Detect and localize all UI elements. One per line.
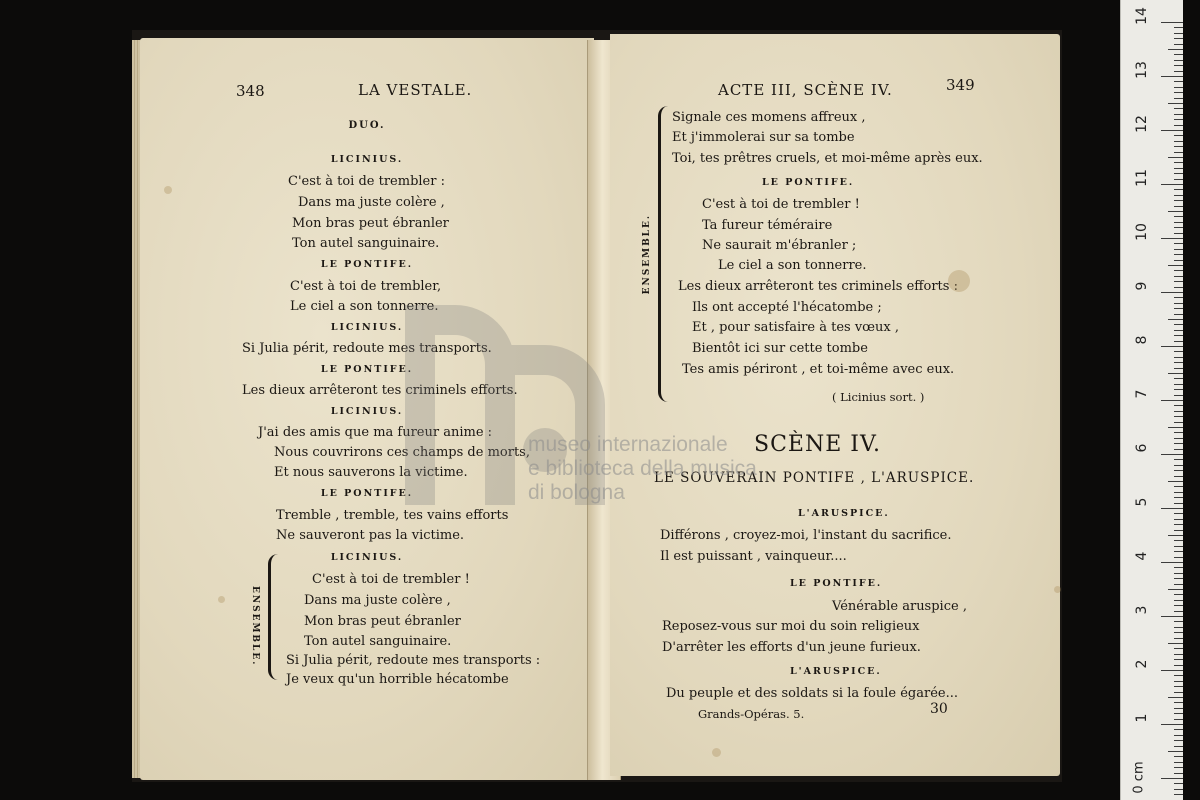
ruler-tick <box>1174 557 1183 558</box>
ruler-tick <box>1161 346 1183 347</box>
ruler-tick <box>1174 681 1183 682</box>
measurement-ruler <box>1120 0 1183 800</box>
ruler-tick <box>1174 44 1183 45</box>
verse-line: Tremble , tremble, tes vains efforts <box>276 508 509 523</box>
verse-line: J'ai des amis que ma fureur anime : <box>258 425 493 440</box>
ruler-number: 9 <box>1134 281 1150 291</box>
ruler-tick <box>1174 216 1183 217</box>
right-running-head: ACTE III, SCÈNE IV. <box>718 81 893 99</box>
verse-line: Ne saurait m'ébranler ; <box>702 238 857 253</box>
ruler-tick <box>1174 621 1183 622</box>
verse-line: D'arrêter les efforts d'un jeune furieux. <box>662 640 921 655</box>
ruler-tick <box>1174 254 1183 255</box>
ruler-tick <box>1174 432 1183 433</box>
ruler-tick <box>1174 135 1183 136</box>
ruler-tick <box>1174 465 1183 466</box>
ruler-tick <box>1174 584 1183 585</box>
ruler-tick <box>1174 200 1183 201</box>
ruler-tick <box>1174 476 1183 477</box>
ruler-tick <box>1168 211 1183 212</box>
ruler-tick <box>1168 481 1183 482</box>
ruler-tick <box>1174 756 1183 757</box>
ruler-tick <box>1174 162 1183 163</box>
ruler-tick <box>1174 470 1183 471</box>
ruler-tick <box>1174 227 1183 228</box>
ruler-tick <box>1174 686 1183 687</box>
ruler-tick <box>1174 195 1183 196</box>
ruler-tick <box>1161 562 1183 563</box>
ruler-tick <box>1174 524 1183 525</box>
right-page <box>610 34 1060 776</box>
verse-line: Mon bras peut ébranler <box>292 216 449 231</box>
verse-line: Et nous sauverons la victime. <box>274 465 468 480</box>
ruler-tick <box>1174 108 1183 109</box>
verse-line: Il est puissant , vainqueur.... <box>660 549 847 564</box>
ruler-tick <box>1174 141 1183 142</box>
verse-line: Vénérable aruspice , <box>832 599 967 614</box>
ruler-tick <box>1174 638 1183 639</box>
ruler-tick <box>1174 260 1183 261</box>
ruler-tick <box>1174 578 1183 579</box>
ruler-tick <box>1174 168 1183 169</box>
ruler-tick <box>1161 76 1183 77</box>
foxing-spot <box>164 186 172 194</box>
verse-line: C'est à toi de trembler : <box>288 174 445 189</box>
ruler-tick <box>1174 146 1183 147</box>
ruler-tick <box>1168 751 1183 752</box>
ruler-tick <box>1174 114 1183 115</box>
verse-line: Le ciel a son tonnerre. <box>290 299 439 314</box>
right-page-number: 349 <box>946 76 975 94</box>
ruler-tick <box>1174 789 1183 790</box>
ruler-tick <box>1161 238 1183 239</box>
ruler-tick <box>1174 746 1183 747</box>
verse-line: Si Julia périt, redoute mes transports. <box>242 341 492 356</box>
ruler-tick <box>1168 535 1183 536</box>
ruler-tick <box>1174 449 1183 450</box>
ruler-tick <box>1174 762 1183 763</box>
ruler-tick <box>1174 767 1183 768</box>
ruler-tick <box>1174 54 1183 55</box>
speaker-label: LICINIUS. <box>330 322 404 333</box>
ruler-tick <box>1161 778 1183 779</box>
ruler-tick <box>1174 357 1183 358</box>
ruler-tick <box>1168 643 1183 644</box>
speaker-label: LE PONTIFE. <box>790 578 883 589</box>
verse-line: Nous couvrirons ces champs de morts, <box>274 445 530 460</box>
ruler-tick <box>1174 92 1183 93</box>
verse-line: Dans ma juste colère , <box>298 195 445 210</box>
verse-line: Si Julia périt, redoute mes transports : <box>286 653 541 668</box>
foxing-spot <box>948 270 970 292</box>
ruler-tick <box>1174 395 1183 396</box>
left-page-number: 348 <box>236 82 265 100</box>
ruler-tick <box>1174 573 1183 574</box>
ruler-tick <box>1174 308 1183 309</box>
ruler-tick <box>1174 368 1183 369</box>
ruler-tick <box>1174 270 1183 271</box>
ruler-tick <box>1161 454 1183 455</box>
ruler-tick <box>1168 319 1183 320</box>
ruler-tick <box>1174 594 1183 595</box>
verse-line: Les dieux arrêteront tes criminels efforts : <box>678 279 958 294</box>
ruler-number: 11 <box>1134 169 1150 187</box>
ruler-tick <box>1174 438 1183 439</box>
watermark-text-line2: e biblioteca della musica <box>528 457 757 480</box>
ruler-tick <box>1174 87 1183 88</box>
ruler-tick <box>1174 659 1183 660</box>
ruler-tick <box>1174 384 1183 385</box>
ruler-tick <box>1174 233 1183 234</box>
ruler-tick <box>1161 670 1183 671</box>
ruler-number: 5 <box>1134 497 1150 507</box>
ruler-tick <box>1174 551 1183 552</box>
ruler-number: 12 <box>1134 115 1150 133</box>
gathering-number: 30 <box>930 701 948 717</box>
ruler-tick <box>1174 119 1183 120</box>
ruler-tick <box>1161 508 1183 509</box>
ruler-tick <box>1174 492 1183 493</box>
ruler-tick <box>1168 427 1183 428</box>
verse-line: Signale ces momens affreux , <box>672 110 866 125</box>
speaker-label: LE PONTIFE. <box>762 177 855 188</box>
ruler-tick <box>1174 189 1183 190</box>
signature-mark: Grands-Opéras. 5. <box>698 707 805 721</box>
ruler-tick <box>1174 416 1183 417</box>
ruler-number: 8 <box>1134 335 1150 345</box>
ruler-tick <box>1174 27 1183 28</box>
ruler-tick <box>1174 708 1183 709</box>
ruler-tick <box>1174 443 1183 444</box>
verse-line: Reposez-vous sur moi du soin religieux <box>662 619 920 634</box>
ruler-tick <box>1161 400 1183 401</box>
verse-line: Et j'immolerai sur sa tombe <box>672 130 855 145</box>
ruler-tick <box>1161 724 1183 725</box>
verse-line: Différons , croyez-moi, l'instant du sacrifice. <box>660 528 952 543</box>
ruler-tick <box>1174 665 1183 666</box>
ruler-tick <box>1174 783 1183 784</box>
stage-direction: ( Licinius sort. ) <box>832 390 925 404</box>
ruler-tick <box>1161 616 1183 617</box>
ruler-tick <box>1174 362 1183 363</box>
ruler-tick <box>1174 405 1183 406</box>
ruler-tick <box>1174 179 1183 180</box>
ruler-tick <box>1174 222 1183 223</box>
ruler-number: 3 <box>1134 605 1150 615</box>
ruler-tick <box>1161 292 1183 293</box>
speaker-label: L'ARUSPICE. <box>790 666 882 677</box>
ensemble-brace <box>268 554 279 680</box>
verse-line: Je veux qu'un horrible hécatombe <box>286 672 509 687</box>
verse-line: Mon bras peut ébranler <box>304 614 461 629</box>
verse-line: Le ciel a son tonnerre. <box>718 258 867 273</box>
scene-characters: LE SOUVERAIN PONTIFE , L'ARUSPICE. <box>654 470 975 486</box>
ruler-tick <box>1161 130 1183 131</box>
ruler-tick <box>1174 459 1183 460</box>
ruler-tick <box>1174 60 1183 61</box>
ruler-number: 6 <box>1134 443 1150 453</box>
foxing-spot <box>218 596 225 603</box>
speaker-label: LE PONTIFE. <box>320 364 414 375</box>
ruler-tick <box>1168 49 1183 50</box>
speaker-label: LE PONTIFE. <box>320 488 414 499</box>
ruler-number: 7 <box>1134 389 1150 399</box>
verse-line: Ta fureur téméraire <box>702 218 833 233</box>
verse-line: Ton autel sanguinaire. <box>292 236 440 251</box>
ruler-tick <box>1174 71 1183 72</box>
ruler-tick <box>1174 713 1183 714</box>
ruler-tick <box>1174 281 1183 282</box>
ruler-number: 14 <box>1134 7 1150 25</box>
ruler-tick <box>1174 605 1183 606</box>
foxing-spot <box>1054 586 1061 593</box>
ruler-tick <box>1174 675 1183 676</box>
ruler-tick <box>1174 729 1183 730</box>
ruler-tick <box>1174 632 1183 633</box>
ensemble-label: ENSEMBLE. <box>250 586 260 667</box>
ruler-tick <box>1174 411 1183 412</box>
ruler-tick <box>1174 513 1183 514</box>
ruler-tick <box>1168 265 1183 266</box>
speaker-label: LICINIUS. <box>330 552 404 563</box>
ruler-tick <box>1174 276 1183 277</box>
ruler-tick <box>1174 249 1183 250</box>
ruler-tick <box>1174 497 1183 498</box>
ruler-tick <box>1174 740 1183 741</box>
speaker-label: L'ARUSPICE. <box>798 508 890 519</box>
verse-line: Les dieux arrêteront tes criminels efforts. <box>242 383 518 398</box>
verse-line: Ils ont accepté l'hécatombe ; <box>692 300 882 315</box>
ruler-number: 4 <box>1134 551 1150 561</box>
ruler-tick <box>1168 373 1183 374</box>
ruler-tick <box>1174 351 1183 352</box>
ruler-tick <box>1174 503 1183 504</box>
scene-title: SCÈNE IV. <box>754 432 881 457</box>
ruler-tick <box>1174 33 1183 34</box>
ruler-tick <box>1174 654 1183 655</box>
ruler-tick <box>1174 330 1183 331</box>
ruler-tick <box>1174 81 1183 82</box>
ruler-number: 2 <box>1134 659 1150 669</box>
ruler-tick <box>1174 719 1183 720</box>
ruler-tick <box>1174 287 1183 288</box>
ruler-tick <box>1174 567 1183 568</box>
verse-line: Dans ma juste colère , <box>304 593 451 608</box>
section-heading: DUO. <box>348 120 386 131</box>
ruler-tick <box>1174 152 1183 153</box>
verse-line: Du peuple et des soldats si la foule égarée... <box>666 686 959 701</box>
verse-line: Et , pour satisfaire à tes vœux , <box>692 320 899 335</box>
ruler-tick <box>1174 303 1183 304</box>
ruler-tick <box>1174 378 1183 379</box>
ruler-tick <box>1174 341 1183 342</box>
ruler-tick <box>1174 324 1183 325</box>
ruler-tick <box>1174 65 1183 66</box>
verse-line: C'est à toi de trembler ! <box>312 572 470 587</box>
verse-line: Bientôt ici sur cette tombe <box>692 341 868 356</box>
speaker-label: LE PONTIFE. <box>320 259 414 270</box>
ruler-tick <box>1161 184 1183 185</box>
ruler-number: 1 <box>1134 713 1150 723</box>
ruler-tick <box>1161 22 1183 23</box>
ruler-tick <box>1174 125 1183 126</box>
speaker-label: LICINIUS. <box>330 154 404 165</box>
watermark-text-line3: di bologna <box>528 481 625 504</box>
ruler-tick <box>1174 335 1183 336</box>
ruler-tick <box>1174 540 1183 541</box>
ruler-tick <box>1174 794 1183 795</box>
verse-line: C'est à toi de trembler, <box>290 279 442 294</box>
verse-line: Ton autel sanguinaire. <box>304 634 452 649</box>
ruler-tick <box>1174 389 1183 390</box>
ruler-tick <box>1174 627 1183 628</box>
ruler-tick <box>1174 243 1183 244</box>
ruler-tick <box>1174 173 1183 174</box>
ruler-tick <box>1174 314 1183 315</box>
ruler-tick <box>1174 546 1183 547</box>
ruler-tick <box>1174 530 1183 531</box>
ruler-tick <box>1168 103 1183 104</box>
ruler-tick <box>1174 702 1183 703</box>
ruler-number: 13 <box>1134 61 1150 79</box>
verse-line: Ne sauveront pas la victime. <box>276 528 465 543</box>
ruler-tick <box>1174 422 1183 423</box>
speaker-label: LICINIUS. <box>330 406 404 417</box>
ruler-tick <box>1174 611 1183 612</box>
watermark-text-line1: museo internazionale <box>528 433 728 456</box>
ruler-tick <box>1174 600 1183 601</box>
ruler-unit: 0 cm <box>1131 761 1147 794</box>
ruler-tick <box>1168 157 1183 158</box>
verse-line: Tes amis périront , et toi-même avec eux. <box>682 362 955 377</box>
verse-line: Toi, tes prêtres cruels, et moi-même après eux. <box>672 151 983 166</box>
foxing-spot <box>712 748 721 757</box>
verse-line: C'est à toi de trembler ! <box>702 197 860 212</box>
ruler-tick <box>1174 735 1183 736</box>
ruler-number: 10 <box>1134 223 1150 241</box>
ruler-tick <box>1174 98 1183 99</box>
ruler-tick <box>1174 486 1183 487</box>
ruler-tick <box>1174 773 1183 774</box>
ruler-tick <box>1168 697 1183 698</box>
ensemble-label: ENSEMBLE. <box>642 214 652 295</box>
ruler-tick <box>1174 38 1183 39</box>
left-running-head: LA VESTALE. <box>358 81 473 99</box>
ruler-tick <box>1174 519 1183 520</box>
ruler-tick <box>1174 206 1183 207</box>
ruler-tick <box>1174 692 1183 693</box>
ruler-tick <box>1168 589 1183 590</box>
ruler-tick <box>1174 648 1183 649</box>
ruler-tick <box>1174 297 1183 298</box>
